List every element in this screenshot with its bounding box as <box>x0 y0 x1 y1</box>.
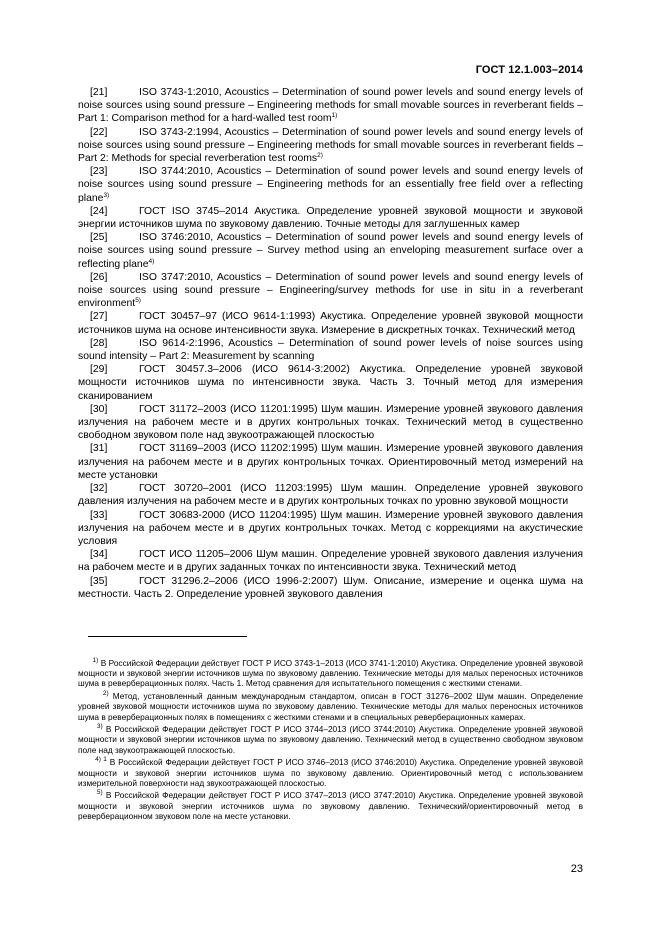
reference-number: [29] <box>90 364 108 376</box>
reference-number: [23] <box>90 166 108 178</box>
reference-number: [21] <box>90 87 108 98</box>
reference-text: ISO 3743-1:2010, Acoustics – Determination of sound power levels and sound energy levels of noise sources using sound pressure – Engineering methods for small movable sources in reverberant fields – Part 1: Comparison method for a hard-walled test room <box>78 87 583 125</box>
reference-number: [27] <box>90 311 108 323</box>
reference-entry <box>78 165 583 205</box>
reference-text: ГОСТ 30720–2001 (ИСО 11203:1995) Шум машин. Определение уровней звукового давления излучения на рабочем месте и в других контрольных точках по уровню звуковой мощности <box>78 483 583 508</box>
page-header-standard: ГОСТ 12.1.003–2014 <box>475 64 583 76</box>
footnote <box>78 724 583 755</box>
footnote-marker: 4) <box>148 257 155 265</box>
reference-entry <box>78 363 583 403</box>
reference-number: [26] <box>90 271 108 283</box>
footnote-mark: 1) <box>92 657 99 664</box>
reference-text: ГОСТ 31296.2–2006 (ИСО 1996-2:2007) Шум. Описание, измерение и оценка шума на местности. Часть 2. Определение уровней звукового давления <box>78 575 583 600</box>
footnote-text: Метод, установленный данным международным стандартом, описан в ГОСТ 31276–2002 Шум машин. Определение уровней звуковой мощности источников шума по звуковому давлению. Технические методы для малых переносных источников шума в реверберационных полях в помещениях с жесткими стенами и в специальных реверберационных камерах. <box>78 691 583 722</box>
reference-number: [25] <box>90 232 108 244</box>
reference-entry <box>78 575 583 601</box>
reference-text: ISO 3744:2010, Acoustics – Determination of sound power levels and sound energy levels of noise sources using sound pressure – Engineering methods for an essentially free field over a reflecting plane <box>78 166 583 204</box>
reference-entry <box>78 403 583 443</box>
footnote-text: В Российской Федерации действует ГОСТ Р ИСО 3744–2013 (ИСО 3744:2010) Акустика. Определение уровней звуковой мощности и звуковой энергии источников шума по звуковому давлению. Технический метод в существенно свободном звуковом поле над звукоотражающей плоскостью. <box>78 724 583 755</box>
reference-entry <box>78 86 583 126</box>
reference-number: [30] <box>90 403 108 415</box>
reference-text: ISO 3746:2010, Acoustics – Determination of sound power levels and sound energy levels of noise sources using sound pressure – Survey method using an enveloping measurement surface over a reflecting plane <box>78 232 583 270</box>
reference-number: [22] <box>90 126 108 138</box>
reference-entry <box>78 271 583 311</box>
reference-entry <box>78 231 583 271</box>
reference-entry <box>78 482 583 508</box>
footnote-mark: 2) <box>102 690 109 698</box>
reference-text: ISO 3743-2:1994, Acoustics – Determination of sound power levels and sound energy levels of noise sources using sound pressure – Engineering methods for small movable sources in reverberant fields – Part 2: Methods for special reverberation test rooms <box>78 126 583 165</box>
reference-number: [31] <box>90 443 108 455</box>
reference-entry <box>78 337 583 363</box>
page-number: 23 <box>570 863 583 875</box>
reference-text: ГОСТ 31169–2003 (ИСО 11202:1995) Шум машин. Измерение уровней звукового давления излучения на рабочем месте и в других контрольных точках. Ориентировочный метод измерений на месте установки <box>78 443 583 481</box>
reference-entry <box>78 548 583 574</box>
reference-entry <box>78 310 583 336</box>
reference-number: [32] <box>90 483 108 495</box>
footnote-marker: 5) <box>135 297 141 305</box>
footnotes-section <box>78 658 583 824</box>
footnote-marker: 1) <box>331 112 338 120</box>
reference-text: ГОСТ ИСО 11205–2006 Шум машин. Определение уровней звукового давления излучения на рабочем месте и в других заданных точках по интенсивности звука. Технический метод <box>78 549 583 574</box>
reference-number: [33] <box>90 509 108 521</box>
reference-text: ГОСТ 30457–97 (ИСО 9614-1:1993) Акустика. Определение уровней звуковой мощности источников шума на основе интенсивности звука. Измерение в дискретных точках. Технический метод <box>78 311 583 336</box>
reference-number: [35] <box>90 575 108 587</box>
reference-entry <box>78 205 583 231</box>
footnote-mark: 4) 1 <box>95 756 107 764</box>
reference-text: ISO 9614-2:1996, Acoustics – Determination of sound power levels of noise sources using sound intensity – Part 2: Measurement by scanning <box>78 337 583 363</box>
footnote <box>78 691 583 722</box>
footnote-mark: 3) <box>96 723 103 731</box>
footnote <box>78 757 583 788</box>
reference-text: ISO 3747:2010, Acoustics – Determination of sound power levels and sound energy levels of noise sources using sound pressure – Engineering/survey methods for use in situ in a reverberant environment <box>78 271 583 310</box>
reference-entry <box>78 509 583 549</box>
footnote-marker: 3) <box>103 191 110 199</box>
reference-entry <box>78 442 583 482</box>
reference-text: ГОСТ 30683-2000 (ИСО 11204:1995) Шум машин. Измерение уровней звукового давления излучения на рабочем месте и в других контрольных точках. Метод с коррекциями на акустические условия <box>78 509 583 547</box>
reference-entry <box>78 126 583 166</box>
reference-text: ГОСТ 30457.3–2006 (ИСО 9614-3:2002) Акустика. Определение уровней звуковой мощности источников шума по интенсивности звука. Часть 3. Точный метод для измерения сканированием <box>78 364 583 402</box>
footnote <box>78 658 583 689</box>
footnote-text: В Российской Федерации действует ГОСТ Р ИСО 3747–2013 (ИСО 3747:2010) Акустика. Определение уровней звуковой мощности и звуковой энергии источников шума по звуковому давлению. Технический/ориентировочный метод в реверберационном звуковом поле на месте установки. <box>78 790 583 821</box>
reference-number: [28] <box>90 337 108 349</box>
footnote-text: В Российской Федерации действует ГОСТ Р ИСО 3743-1–2013 (ИСО 3741-1:2010) Акустика. Определение уровней звуковой мощности и звуковой энергии источников шума по звуковому давлению. Технические методы для малых переносных источников шума в реверберационных полях. Часть 1. Метод сравнения для испытательного помещения с жесткими стенами. <box>78 658 583 689</box>
footnote <box>78 790 583 821</box>
footnote-marker: 2) <box>317 152 323 160</box>
reference-number: [34] <box>90 549 108 561</box>
bibliography-list <box>78 86 583 601</box>
footnote-mark: 5) <box>96 789 103 797</box>
reference-text: ГОСТ ISO 3745–2014 Акустика. Определение уровней звуковой мощности и звуковой энергии источников шума по звуковому давлению. Точные методы для заглушенных камер <box>78 205 583 231</box>
reference-text: ГОСТ 31172–2003 (ИСО 11201:1995) Шум машин. Измерение уровней звукового давления излучения на рабочем месте и в других контрольных точках. Технический метод в существенно свободном звуковом поле над звукоотражающей плоскостью <box>78 403 583 442</box>
reference-number: [24] <box>90 205 108 217</box>
footnote-text: В Российской Федерации действует ГОСТ Р ИСО 3746–2013 (ИСО 3746:2010) Акустика. Определение уровней звуковой мощности и звуковой энергии источников шума по звуковому давлению. Ориентировочный метод с использованием измерительной поверхности над звукоотражающей плоскостью. <box>78 757 584 788</box>
footnote-divider <box>88 636 247 637</box>
